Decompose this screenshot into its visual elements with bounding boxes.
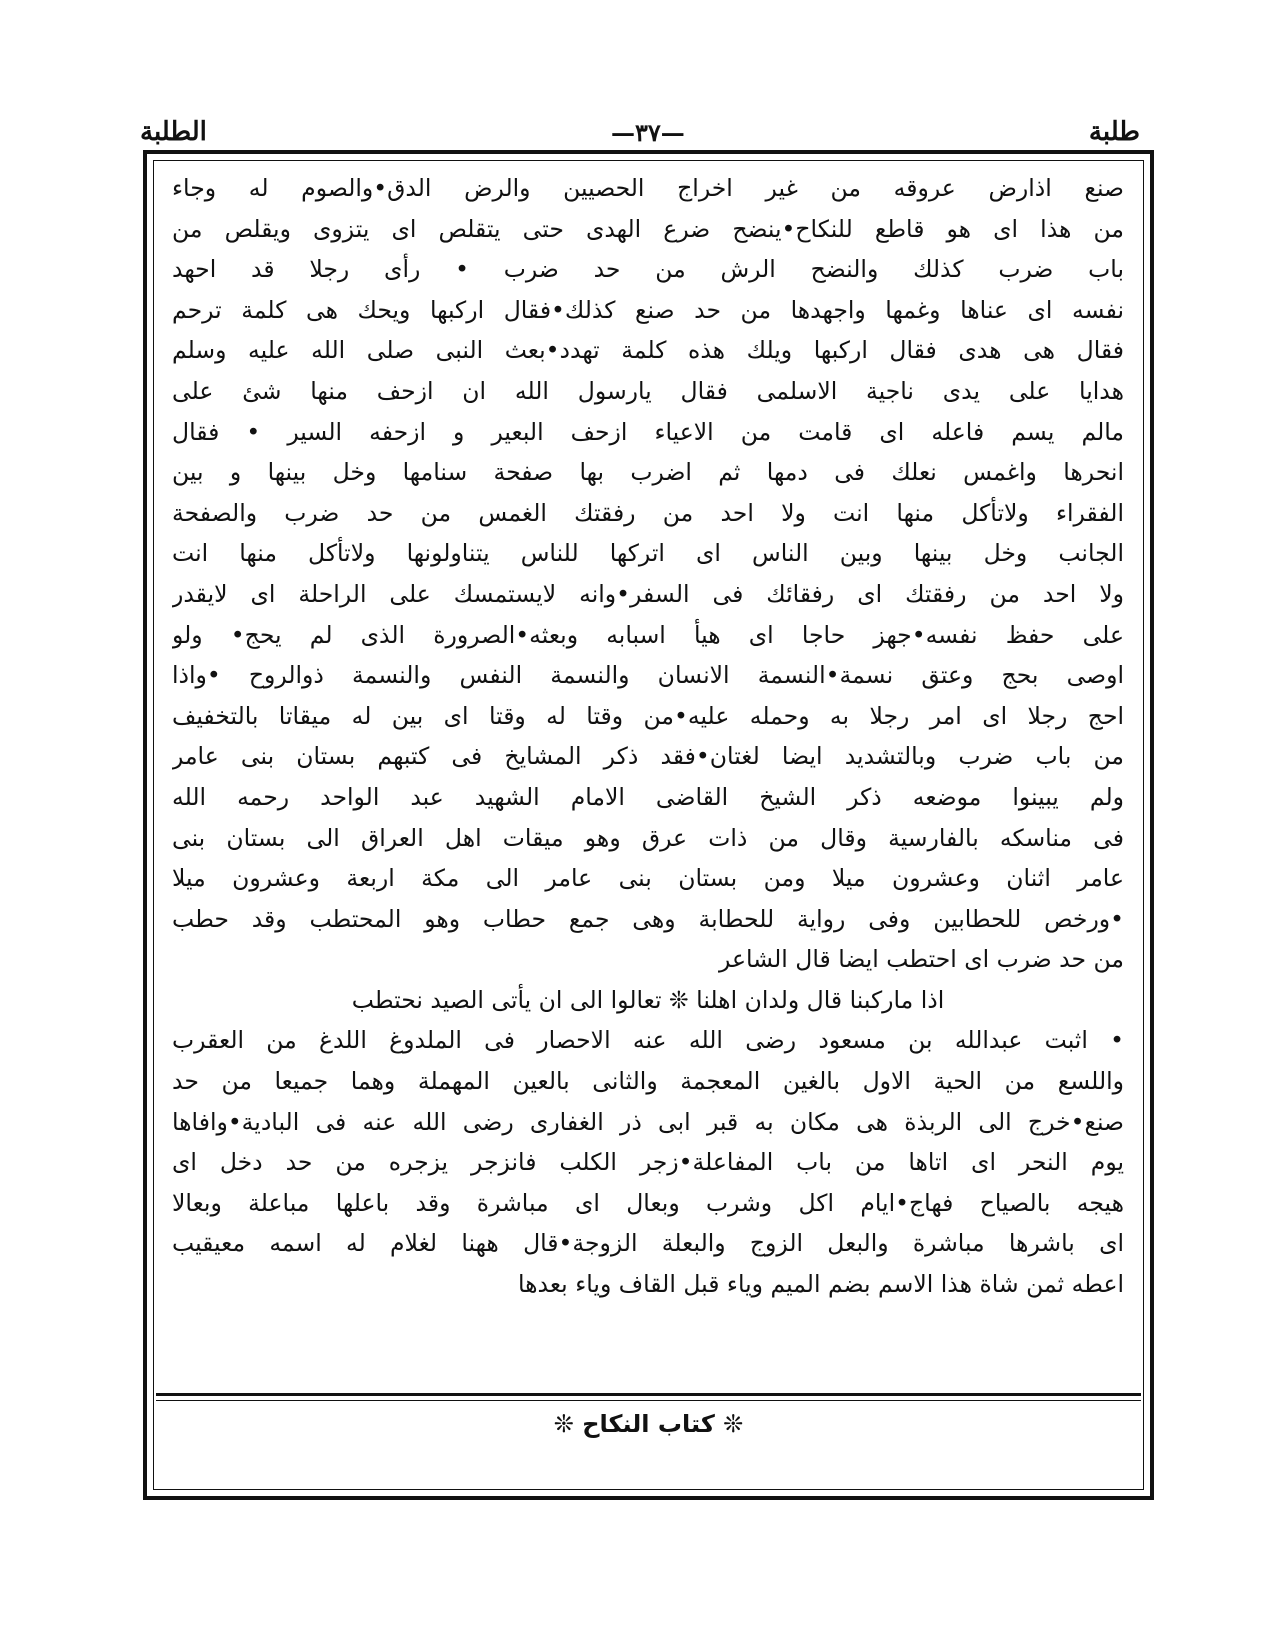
text-line: • اثبت عبدالله بن مسعود رضى الله عنه الاحصار فى الملدوغ اللدغ من العقرب (172, 1026, 1124, 1055)
text-line: من حد ضرب اى احتطب ايضا قال الشاعر (719, 945, 1124, 974)
text-line: هيجه بالصياح فهاج•ايام اكل وشرب وبعال اى مباشرة وقد باعلها مباعلة وبعالا (172, 1188, 1124, 1217)
text-line: مالم يسم فاعله اى قامت من الاعياء ازحف البعير و ازحفه السير • فقال (172, 417, 1124, 446)
page-header (140, 108, 1140, 156)
text-line: •ورخص للحطابين وفى رواية للحطابة وهى جمع حطاب وهو المحتطب وقد حطب (172, 904, 1124, 933)
text-line: اعطه ثمن شاة هذا الاسم بضم الميم وياء قبل القاف وياء بعدها (517, 1270, 1124, 1299)
text-line: باب ضرب كذلك والنضح الرش من حد ضرب • رأى رجلا قد احهد (172, 255, 1124, 284)
poetry-verse: اذا ماركبنا قال ولدان اهلنا ❊ تعالوا الى ان يأتى الصيد نحتطب (351, 985, 945, 1014)
text-line: صنع اذارض عروقه من غير اخراج الحصيين والرض الدق•والصوم له وجاء (172, 174, 1124, 202)
running-head-right: طلبة (1088, 117, 1140, 147)
divider-rule (156, 1393, 1141, 1396)
text-line: من باب ضرب وبالتشديد ايضا لغتان•فقد ذكر المشايخ فى كتبهم بستان بنى عامر (172, 742, 1124, 771)
text-line: نفسه اى عناها وغمها واجهدها من حد صنع كذلك•فقال اركبها ويحك هى كلمة ترحم (172, 295, 1124, 324)
text-line: واللسع من الحية الاول بالغين المعجمة والثانى بالعين المهملة وهما جميعا من حد (172, 1067, 1124, 1096)
text-line: يوم النحر اى اتاها من باب المفاعلة•زجر الكلب فانزجر يزجره من حد دخل اى (172, 1148, 1124, 1177)
text-line: على حفظ نفسه•جهز حاجا اى هيأ اسبابه وبعثه•الصرورة الذى لم يحج• ولو (172, 620, 1124, 649)
text-line: من هذا اى هو قاطع للنكاح•ينضح ضرع الهدى حتى يتقلص اى يتزوى ويقلص من (172, 214, 1124, 243)
body-text (172, 168, 1124, 1305)
text-line: اوصى بحج وعتق نسمة•النسمة الانسان والنسمة النفس والنسمة ذوالروح •واذا (172, 661, 1124, 690)
text-line: ولا احد من رفقتك اى رفقائك فى السفر•وانه لايستمسك على الراحلة اى لايقدر (172, 579, 1124, 608)
text-line: احج رجلا اى امر رجلا به وحمله عليه•من وقتا له وقتا اى بين له ميقاتا بالتخفيف (172, 701, 1124, 730)
text-line: الجانب وخل بينها وبين الناس اى اتركها للناس يتناولونها ولاتأكل منها انت (172, 539, 1124, 568)
text-line: ولم يبينوا موضعه ذكر الشيخ القاضى الامام الشهيد عبد الواحد رحمه الله (172, 782, 1124, 811)
page-number: —٣٧— (611, 117, 685, 147)
text-line: عامر اثنان وعشرون ميلا ومن بستان بنى عامر الى مكة اربعة وعشرون ميلا (172, 864, 1124, 893)
text-line: انحرها واغمس نعلك فى دمها ثم اضرب بها صفحة سنامها وخل بينها و بين (172, 458, 1124, 487)
text-line: الفقراء ولاتأكل منها انت ولا احد من رفقتك الغمس من حد ضرب والصفحة (172, 498, 1124, 527)
section-title: ❊ كتاب النكاح ❊ (553, 1410, 744, 1438)
text-line: هدايا على يدى ناجية الاسلمى فقال يارسول الله ان ازحف منها شئ على (172, 376, 1124, 405)
text-line: فى مناسكه بالفارسية وقال من ذات عرق وهو ميقات اهل العراق الى بستان بنى (172, 823, 1124, 852)
text-line: فقال هى هدى فقال اركبها ويلك هذه كلمة تهدد•بعث النبى صلى الله عليه وسلم (172, 336, 1124, 365)
running-head-left: الطلبة (140, 117, 207, 147)
text-line: اى باشرها مباشرة والبعل الزوج والبعلة الزوجة•قال ههنا لغلام له اسمه معيقيب (172, 1229, 1124, 1258)
text-line: صنع•خرج الى الربذة هى مكان به قبر ابى ذر الغفارى رضى الله عنه فى البادية•وافاها (172, 1107, 1124, 1136)
divider-rule (156, 1400, 1141, 1401)
